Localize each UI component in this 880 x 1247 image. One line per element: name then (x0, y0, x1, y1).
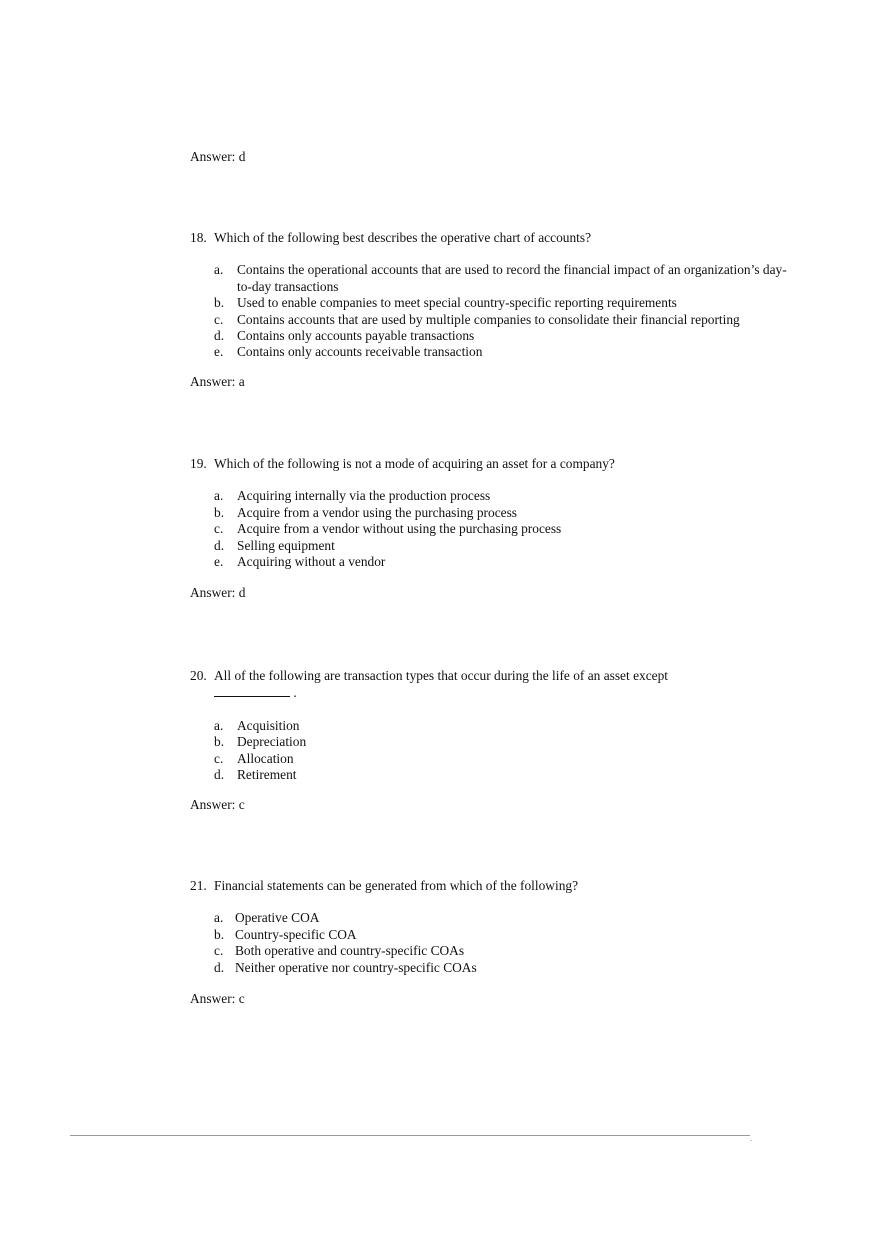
option-item (190, 312, 790, 328)
question-number: 21. (190, 878, 207, 893)
option-item (190, 328, 790, 344)
option-list (190, 262, 790, 360)
option-text: Acquiring without a vendor (237, 554, 386, 570)
answer-20: Answer: c (190, 797, 245, 812)
answer-blank (214, 684, 290, 697)
question-21 (190, 878, 790, 976)
option-item (190, 521, 790, 537)
option-list (190, 718, 790, 784)
option-text: Contains only accounts receivable transaction (237, 344, 483, 360)
option-item (190, 344, 790, 360)
question-number: 19. (190, 456, 207, 471)
option-text: Neither operative nor country-specific COAs (235, 959, 477, 975)
option-item (190, 943, 790, 959)
question-text: Which of the following is not a mode of acquiring an asset for a company? (214, 456, 615, 471)
option-text: Both operative and country-specific COAs (235, 943, 465, 959)
question-20 (190, 668, 790, 783)
option-letter: b. (214, 295, 225, 311)
option-letter: a. (214, 488, 224, 504)
question-19 (190, 456, 790, 570)
option-item (190, 538, 790, 554)
option-letter: b. (214, 926, 225, 942)
option-letter: c. (214, 521, 224, 537)
question-stem (190, 668, 790, 702)
option-item (190, 488, 790, 504)
question-text: All of the following are transaction types that occur during the life of an asset except (214, 668, 669, 683)
option-letter: d. (214, 959, 225, 975)
option-letter: a. (214, 910, 224, 926)
option-letter: e. (214, 344, 224, 360)
answer-19: Answer: d (190, 585, 246, 600)
option-item (190, 960, 790, 976)
option-letter: c. (214, 750, 224, 766)
option-text: Operative COA (235, 910, 320, 926)
option-letter: e. (214, 554, 224, 570)
option-text: Retirement (237, 767, 297, 783)
option-list (190, 488, 790, 570)
question-stem (190, 230, 790, 246)
option-text: Acquisition (237, 717, 300, 733)
option-letter: a. (214, 262, 224, 278)
option-item (190, 262, 797, 295)
option-letter: d. (214, 328, 225, 344)
question-number: 18. (190, 230, 207, 245)
option-item (190, 554, 790, 570)
question-stem (190, 456, 790, 472)
footer-mark: . (750, 1134, 752, 1143)
option-text: Contains accounts that are used by multiple companies to consolidate their financial reporting (237, 311, 740, 327)
answer-17: Answer: d (190, 149, 246, 164)
option-item (190, 910, 790, 926)
option-letter: b. (214, 734, 225, 750)
option-item (190, 295, 790, 311)
option-text: Acquire from a vendor without using the purchasing process (237, 521, 562, 537)
option-text: Contains only accounts payable transactions (237, 328, 475, 344)
option-letter: d. (214, 537, 225, 553)
question-stem (190, 878, 790, 894)
question-text: Financial statements can be generated from which of the following? (214, 878, 579, 893)
option-letter: c. (214, 943, 224, 959)
question-text: Which of the following best describes the operative chart of accounts? (214, 230, 592, 245)
option-text: Contains the operational accounts that are used to record the financial impact of an organization’s day-to-day transactions (237, 262, 787, 294)
question-18 (190, 230, 790, 361)
option-list (190, 910, 790, 976)
option-item (190, 767, 790, 783)
option-item (190, 718, 790, 734)
option-text: Country-specific COA (235, 926, 357, 942)
question-number: 20. (190, 668, 207, 683)
answer-18: Answer: a (190, 374, 245, 389)
option-text: Selling equipment (237, 537, 335, 553)
option-letter: c. (214, 311, 224, 327)
blank-suffix: . (293, 685, 297, 701)
option-text: Acquire from a vendor using the purchasing process (237, 504, 518, 520)
option-letter: d. (214, 767, 225, 783)
option-text: Used to enable companies to meet special country-specific reporting requirements (237, 295, 677, 311)
option-item (190, 505, 790, 521)
option-text: Acquiring internally via the production process (237, 488, 491, 504)
footer-divider (70, 1135, 750, 1136)
option-item (190, 751, 790, 767)
option-text: Allocation (237, 750, 294, 766)
option-text: Depreciation (237, 734, 307, 750)
answer-21: Answer: c (190, 991, 245, 1006)
option-letter: a. (214, 717, 224, 733)
option-item (190, 927, 790, 943)
option-letter: b. (214, 504, 225, 520)
option-item (190, 734, 790, 750)
